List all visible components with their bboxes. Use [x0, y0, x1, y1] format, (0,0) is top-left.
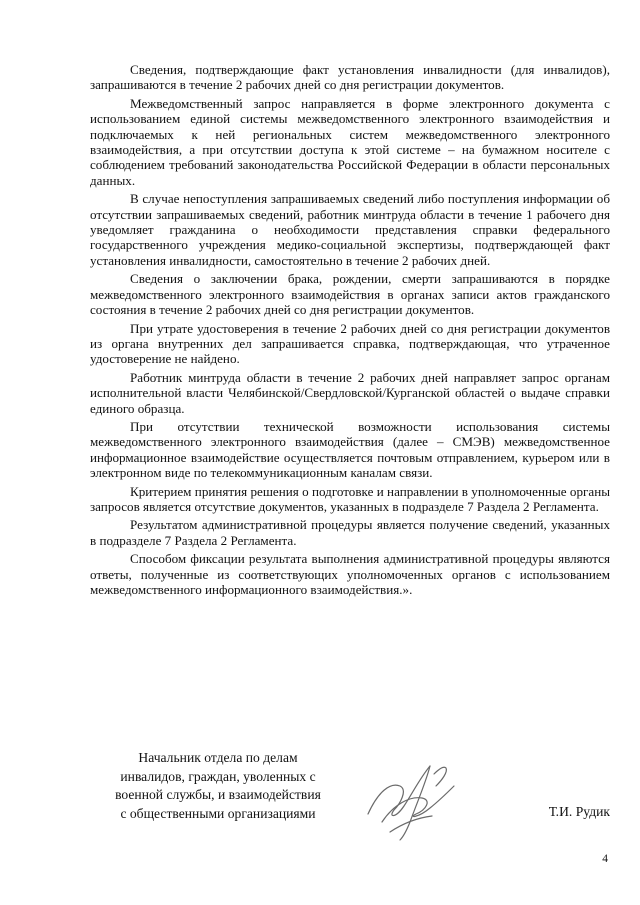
paragraph-disability-info: Сведения, подтверждающие факт установления инвалидности (для инвалидов), запрашиваются в течение 2 рабочих дней со дня регистрации документов.: [90, 62, 610, 93]
paragraph-lost-certificate: При утрате удостоверения в течение 2 рабочих дней со дня регистрации документов из органа внутренних дел запрашивается справка, подтверждающая, что утраченное удостоверение не найдено.: [90, 320, 610, 367]
signatory-position-line: военной службы, и взаимодействия: [115, 787, 321, 802]
page-number: 4: [602, 853, 608, 865]
signatory-position-line: Начальник отдела по делам: [138, 750, 298, 765]
paragraph-procedure-result: Результатом административной процедуры является получение сведений, указанных в подразделе 7 Раздела 2 Регламента.: [90, 517, 610, 548]
signatory-position: [98, 749, 338, 823]
handwritten-signature-icon: [360, 752, 460, 842]
paragraph-missing-info: В случае непоступления запрашиваемых сведений либо поступления информации об отсутствии запрашиваемых сведений, работник минтруда области в течение 1 рабочего дня уведомляет гражданина о необходимости представления справки федерального государственного учреждения медико-социальной экспертизы, подтверждающей факт установления инвалидности, самостоятельно в течение 2 рабочих дней.: [90, 191, 610, 268]
paragraph-interagency-request: Межведомственный запрос направляется в форме электронного документа с использованием единой системы межведомственного электронного взаимодействия и подключаемых к ней региональных систем межведомственного электронного взаимодействия, а при отсутствии доступа к этой системе – на бумажном носителе с соблюдением требований законодательства Российской Федерации в области персональных данных.: [90, 95, 610, 188]
signatory-position-line: инвалидов, граждан, уволенных с: [120, 768, 316, 784]
paragraph-result-fixation: Способом фиксации результата выполнения административной процедуры являются ответы, полученные из соответствующих уполномоченных органов с использованием межведомственного информационного взаимодействия.».: [90, 551, 610, 597]
document-body: [90, 62, 610, 600]
signatory-position-line: с общественными организациями: [120, 805, 316, 821]
paragraph-regional-request: Работник минтруда области в течение 2 рабочих дней направляет запрос органам исполнительной власти Челябинской/Свердловской/Курганской областей о выдаче справки единого образца.: [90, 369, 610, 416]
paragraph-civil-records: Сведения о заключении брака, рождении, смерти запрашиваются в порядке межведомственного электронного взаимодействия в органах записи актов гражданского состояния в течение 2 рабочих дней со дня регистрации документов.: [90, 271, 610, 318]
paragraph-smev-unavailable: При отсутствии технической возможности использования системы межведомственного электронного взаимодействия (далее – СМЭВ) межведомственное информационное взаимодействие осуществляется почтовым отправлением, курьером или в электронном виде по телекоммуникационным каналам связи.: [90, 418, 610, 481]
paragraph-decision-criterion: Критерием принятия решения о подготовке и направлении в уполномоченные органы запросов является отсутствие документов, указанных в подразделе 7 Раздела 2 Регламента.: [90, 483, 610, 514]
signatory-name: Т.И. Рудик: [548, 804, 610, 819]
